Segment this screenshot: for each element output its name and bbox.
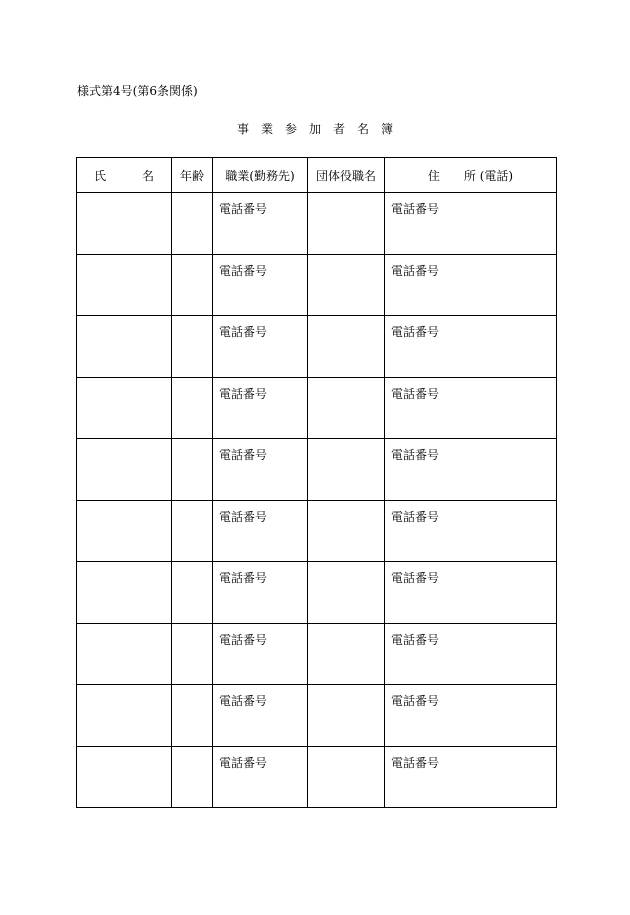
address-cell bbox=[385, 746, 557, 808]
org-role-cell bbox=[308, 439, 385, 501]
name-cell bbox=[77, 377, 172, 439]
table-row bbox=[77, 254, 557, 316]
form-number: 様式第4号(第6条関係) bbox=[77, 84, 198, 98]
participant-roster-table bbox=[76, 157, 557, 808]
name-cell bbox=[77, 562, 172, 624]
org-role-cell bbox=[308, 193, 385, 255]
name-cell bbox=[77, 746, 172, 808]
occupation-cell bbox=[213, 316, 308, 378]
table-row bbox=[77, 685, 557, 747]
table-row bbox=[77, 746, 557, 808]
address-cell bbox=[385, 562, 557, 624]
phone-number-label: 電話番号 bbox=[391, 263, 440, 278]
phone-number-label: 電話番号 bbox=[219, 632, 268, 647]
document-title: 事 業 参 加 者 名 簿 bbox=[236, 122, 393, 136]
phone-number-label: 電話番号 bbox=[391, 325, 440, 339]
occupation-cell bbox=[213, 623, 308, 685]
phone-number-label: 電話番号 bbox=[219, 571, 268, 585]
age-cell bbox=[172, 685, 213, 747]
name-cell bbox=[77, 316, 172, 378]
occupation-cell bbox=[213, 193, 308, 255]
occupation-cell bbox=[213, 562, 308, 624]
phone-number-label: 電話番号 bbox=[391, 202, 440, 216]
table-row bbox=[77, 316, 557, 378]
age-cell bbox=[172, 193, 213, 255]
table-row bbox=[77, 439, 557, 501]
table-row bbox=[77, 377, 557, 439]
header-name: 氏 名 bbox=[77, 158, 172, 193]
age-cell bbox=[172, 316, 213, 378]
table-row bbox=[77, 193, 557, 255]
header-age: 年齢 bbox=[172, 158, 213, 193]
name-cell bbox=[77, 500, 172, 562]
address-cell bbox=[385, 500, 557, 562]
org-role-cell bbox=[308, 254, 385, 316]
org-role-cell bbox=[308, 377, 385, 439]
occupation-cell bbox=[213, 254, 308, 316]
phone-number-label: 電話番号 bbox=[219, 386, 268, 401]
phone-number-label: 電話番号 bbox=[219, 755, 268, 770]
name-cell bbox=[77, 685, 172, 747]
occupation-cell bbox=[213, 439, 308, 501]
table-row bbox=[77, 562, 557, 624]
address-cell bbox=[385, 254, 557, 316]
occupation-cell bbox=[213, 685, 308, 747]
table-row bbox=[77, 500, 557, 562]
phone-number-label: 電話番号 bbox=[391, 386, 440, 401]
phone-number-label: 電話番号 bbox=[219, 694, 268, 708]
org-role-cell bbox=[308, 500, 385, 562]
phone-number-label: 電話番号 bbox=[391, 694, 440, 708]
phone-number-label: 電話番号 bbox=[391, 448, 440, 462]
phone-number-label: 電話番号 bbox=[219, 325, 268, 339]
phone-number-label: 電話番号 bbox=[219, 448, 268, 462]
org-role-cell bbox=[308, 746, 385, 808]
occupation-cell bbox=[213, 377, 308, 439]
phone-number-label: 電話番号 bbox=[219, 509, 268, 524]
org-role-cell bbox=[308, 316, 385, 378]
age-cell bbox=[172, 562, 213, 624]
address-cell bbox=[385, 193, 557, 255]
age-cell bbox=[172, 746, 213, 808]
name-cell bbox=[77, 439, 172, 501]
name-cell bbox=[77, 623, 172, 685]
age-cell bbox=[172, 439, 213, 501]
phone-number-label: 電話番号 bbox=[391, 755, 440, 770]
org-role-cell bbox=[308, 562, 385, 624]
occupation-cell bbox=[213, 500, 308, 562]
address-cell bbox=[385, 377, 557, 439]
header-org-role: 団体役職名 bbox=[308, 158, 385, 193]
phone-number-label: 電話番号 bbox=[391, 571, 440, 585]
address-cell bbox=[385, 439, 557, 501]
address-cell bbox=[385, 685, 557, 747]
header-occupation: 職業(勤務先) bbox=[213, 158, 308, 193]
table-body bbox=[77, 193, 557, 808]
phone-number-label: 電話番号 bbox=[391, 509, 440, 524]
table-header-row bbox=[77, 158, 557, 193]
org-role-cell bbox=[308, 685, 385, 747]
age-cell bbox=[172, 623, 213, 685]
phone-number-label: 電話番号 bbox=[391, 632, 440, 647]
name-cell bbox=[77, 193, 172, 255]
name-cell bbox=[77, 254, 172, 316]
table-row bbox=[77, 623, 557, 685]
address-cell bbox=[385, 623, 557, 685]
age-cell bbox=[172, 500, 213, 562]
phone-number-label: 電話番号 bbox=[219, 202, 268, 216]
header-address: 住 所 (電話) bbox=[385, 158, 557, 193]
occupation-cell bbox=[213, 746, 308, 808]
address-cell bbox=[385, 316, 557, 378]
age-cell bbox=[172, 377, 213, 439]
age-cell bbox=[172, 254, 213, 316]
org-role-cell bbox=[308, 623, 385, 685]
phone-number-label: 電話番号 bbox=[219, 263, 268, 278]
